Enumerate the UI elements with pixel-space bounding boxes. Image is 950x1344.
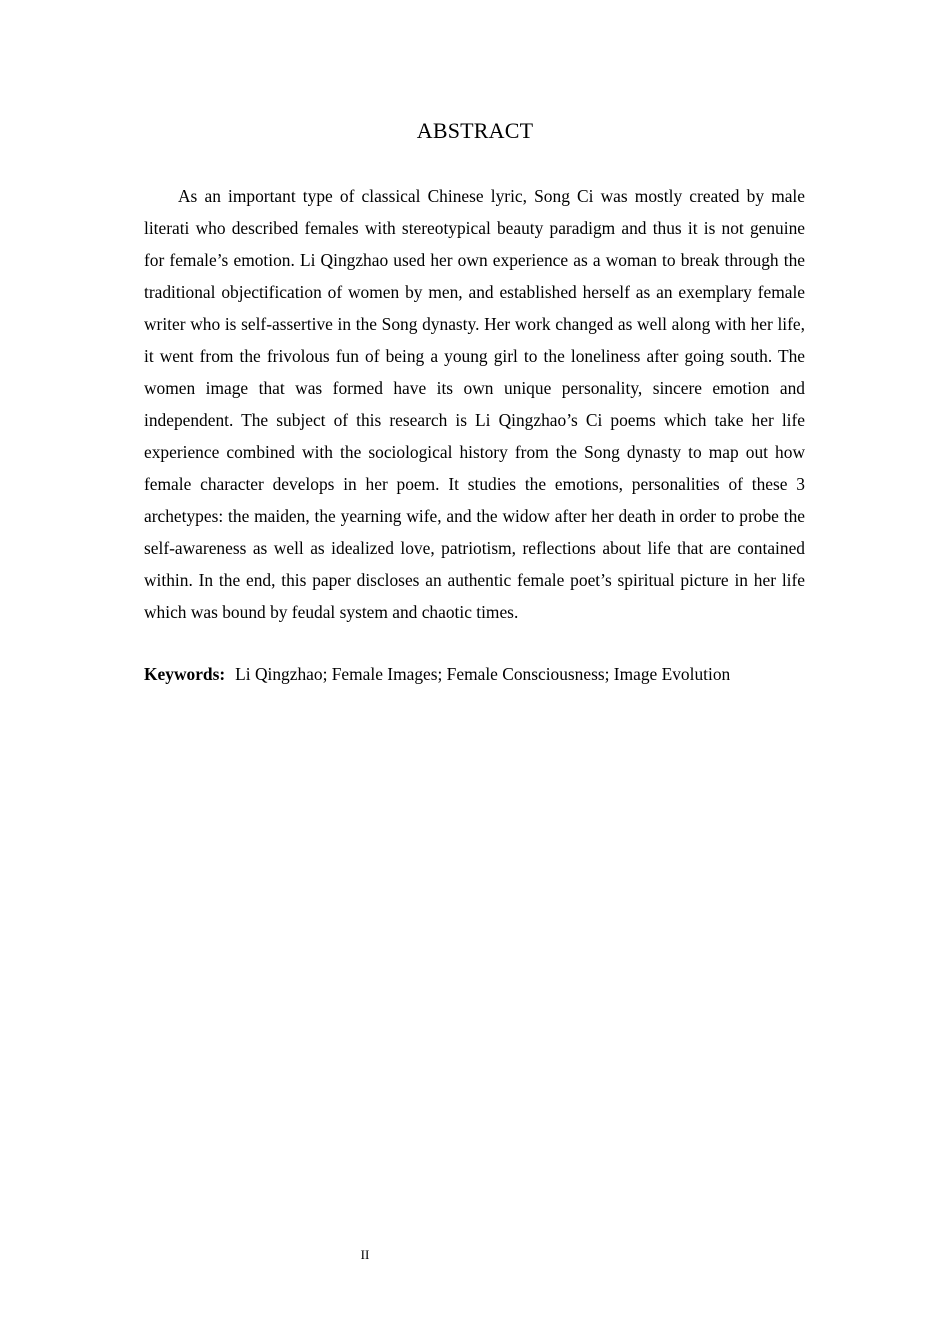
page-number: II: [360, 1247, 370, 1262]
keywords-line: [144, 658, 844, 690]
keywords-list: Li Qingzhao; Female Images; Female Consciousness; Image Evolution: [235, 664, 731, 684]
abstract-body: As an important type of classical Chinese lyric, Song Ci was mostly created by male literati who described females with stereotypical beauty paradigm and thus it is not genuine for female’s emotion. Li Qingzhao used her own experience as a woman to break through the traditional objectification of women by men, and established herself as an exemplary female writer who is self-assertive in the Song dynasty. Her work changed as well along with her life, it went from the frivolous fun of being a young girl to the loneliness after going south. The women image that was formed have its own unique personality, sincere emotion and independent. The subject of this research is Li Qingzhao’s Ci poems which take her life experience combined with the sociological history from the Song dynasty to map out how female character develops in her poem. It studies the emotions, personalities of these 3 archetypes: the maiden, the yearning wife, and the widow after her death in order to probe the self-awareness as well as idealized love, patriotism, reflections about life that are contained within. In the end, this paper discloses an authentic female poet’s spiritual picture in her life which was bound by feudal system and chaotic times.: [144, 186, 805, 622]
abstract-title: ABSTRACT: [416, 118, 534, 143]
keywords-label: Keywords:: [144, 664, 226, 684]
